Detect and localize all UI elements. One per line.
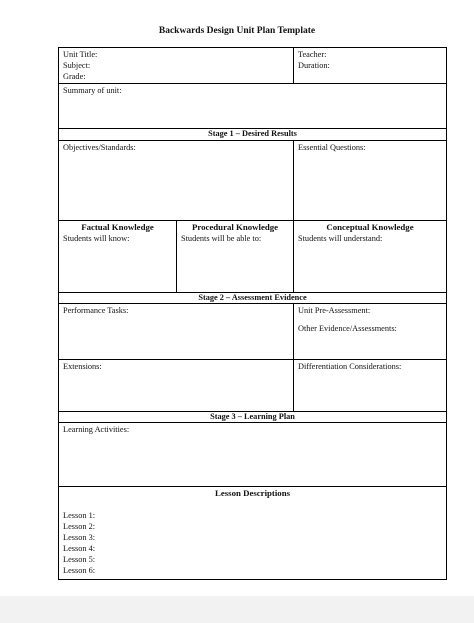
extensions-label: Extensions: <box>63 362 102 371</box>
factual-knowledge-sub: Students will know: <box>63 234 130 243</box>
performance-tasks-label: Performance Tasks: <box>63 306 129 315</box>
lesson-descriptions-cell[interactable] <box>59 487 447 580</box>
essential-questions-label: Essential Questions: <box>298 143 366 152</box>
other-evidence-label: Other Evidence/Assessments: <box>298 324 397 333</box>
page-background-edge <box>0 596 474 623</box>
learning-activities-cell[interactable] <box>59 423 447 487</box>
conceptual-knowledge-sub: Students will understand: <box>298 234 383 243</box>
spacer <box>298 316 442 323</box>
assessment-cell[interactable] <box>294 304 447 360</box>
stage1-heading: Stage 1 – Desired Results <box>59 129 447 141</box>
factual-knowledge-title: Factual Knowledge <box>81 222 154 232</box>
lesson-item: Lesson 5: <box>63 555 96 564</box>
unit-title-label: Unit Title: <box>63 50 98 59</box>
objectives-label: Objectives/Standards: <box>63 143 136 152</box>
grade-label: Grade: <box>63 72 86 81</box>
objectives-cell[interactable] <box>59 141 294 221</box>
summary-label: Summary of unit: <box>63 86 122 95</box>
differentiation-cell[interactable] <box>294 360 447 412</box>
procedural-knowledge-title: Procedural Knowledge <box>191 222 279 232</box>
stage3-heading: Stage 3 – Learning Plan <box>59 412 447 423</box>
lesson-descriptions-title: Lesson Descriptions <box>214 488 291 498</box>
stage2-heading: Stage 2 – Assessment Evidence <box>59 293 447 304</box>
learning-activities-label: Learning Activities: <box>63 425 130 434</box>
subject-label: Subject: <box>63 61 91 70</box>
lesson-item: Lesson 2: <box>63 522 96 531</box>
lesson-item: Lesson 4: <box>63 544 96 553</box>
lesson-item: Lesson 3: <box>63 533 96 542</box>
conceptual-knowledge-title: Conceptual Knowledge <box>326 222 414 232</box>
essential-questions-cell[interactable] <box>294 141 447 221</box>
lesson-item: Lesson 1: <box>63 511 96 520</box>
lesson-item: Lesson 6: <box>63 566 96 575</box>
procedural-knowledge-sub: Students will be able to: <box>181 234 262 243</box>
unit-plan-table <box>58 47 447 580</box>
unit-plan-template <box>58 47 446 580</box>
conceptual-knowledge-cell[interactable] <box>294 221 447 293</box>
unit-info-cell[interactable] <box>59 48 294 84</box>
factual-knowledge-cell[interactable] <box>59 221 177 293</box>
teacher-info-cell[interactable] <box>294 48 447 84</box>
pre-assessment-label: Unit Pre-Assessment: <box>298 306 371 315</box>
duration-label: Duration: <box>298 61 330 70</box>
differentiation-label: Differentiation Considerations: <box>298 362 402 371</box>
procedural-knowledge-cell[interactable] <box>177 221 294 293</box>
document-title: Backwards Design Unit Plan Template <box>158 26 316 36</box>
extensions-cell[interactable] <box>59 360 294 412</box>
performance-tasks-cell[interactable] <box>59 304 294 360</box>
teacher-label: Teacher: <box>298 50 327 59</box>
summary-cell[interactable] <box>59 84 447 129</box>
